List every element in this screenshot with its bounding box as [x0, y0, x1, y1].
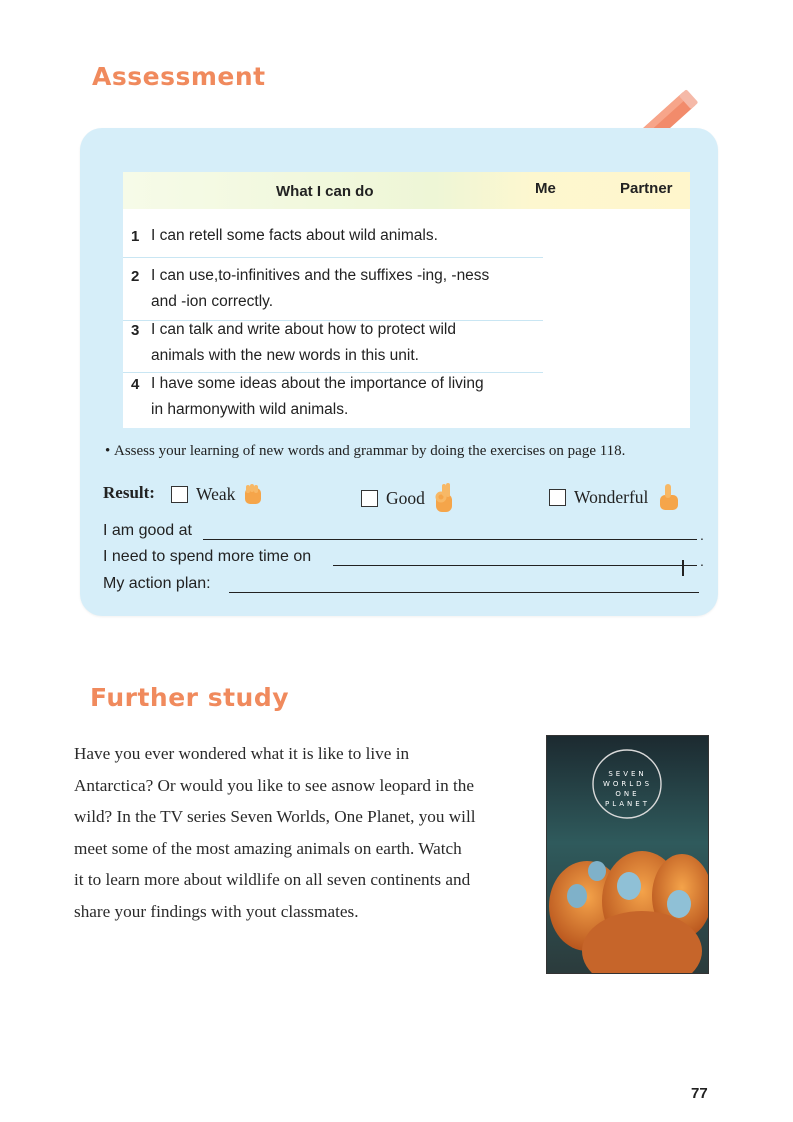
column-partner: Partner: [620, 180, 673, 197]
poster-title-line: WORLDS: [602, 780, 653, 788]
paragraph-line: Have you ever wondered what it is like to live in: [74, 744, 410, 763]
row-line: I can talk and write about how to protect wild: [151, 321, 456, 338]
more-time-field[interactable]: [333, 565, 697, 566]
poster-title-line: PLANET: [604, 800, 650, 808]
row-line: I can use,to-infinitives and the suffixes -ing, -ness: [151, 267, 490, 284]
self-assessment-table: [123, 172, 690, 428]
paragraph-line: meet some of the most amazing animals on earth. Watch: [74, 838, 462, 858]
assessment-note: [105, 443, 625, 460]
more-time-label: I need to spend more time on: [103, 548, 312, 565]
paragraph-line: it to learn more about wildlife on all seven continents and: [74, 870, 471, 889]
poster-title: [547, 769, 708, 809]
result-label: Result:: [103, 483, 155, 502]
further-study-paragraph: [74, 738, 544, 927]
row-line: I have some ideas about the importance of living: [151, 375, 484, 392]
good-at-field[interactable]: [203, 539, 697, 540]
paragraph-line: Antarctica? Or would you like to see asnow leopard in the: [74, 775, 474, 795]
period-mark: .: [700, 553, 704, 569]
row-line: I can retell some facts about wild animals.: [151, 227, 438, 244]
page-number: 77: [691, 1085, 708, 1102]
poster-title-line: ONE: [615, 790, 640, 798]
column-me: Me: [535, 180, 556, 197]
period-mark: .: [700, 527, 704, 543]
paragraph-line: wild? In the TV series Seven Worlds, One Planet, you will: [74, 807, 476, 826]
option-label: Wonderful: [574, 486, 649, 507]
row-line: and -ion correctly.: [151, 293, 274, 310]
row-text: [151, 371, 531, 423]
row-line: animals with the new words in this unit.: [151, 347, 419, 364]
option-label: Good: [386, 487, 425, 508]
assessment-title: Assessment: [92, 62, 266, 91]
further-study-title: Further study: [90, 683, 290, 712]
result-option-wonderful[interactable]: [549, 482, 682, 512]
thumbs-up-icon: [656, 482, 682, 512]
result-option-good[interactable]: [361, 482, 455, 514]
result-option-weak[interactable]: [171, 482, 263, 506]
text-cursor-icon: [682, 560, 684, 576]
action-plan-field[interactable]: [229, 592, 699, 593]
note-text: Assess your learning of new words and grammar by doing the exercises on page 118.: [114, 443, 626, 459]
ok-hand-icon: [433, 482, 455, 514]
fist-icon: [243, 482, 263, 506]
row-line: in harmonywith wild animals.: [151, 401, 349, 418]
checkbox[interactable]: [549, 489, 566, 506]
row-number: 2: [131, 268, 140, 285]
row-text: [151, 317, 531, 369]
row-divider: [123, 257, 543, 258]
row-number: 1: [131, 228, 140, 245]
action-plan-label: My action plan:: [103, 575, 211, 592]
poster-title-line: SEVEN: [608, 770, 647, 778]
row-text: [151, 263, 531, 315]
checkbox[interactable]: [361, 490, 378, 507]
checkbox[interactable]: [171, 486, 188, 503]
good-at-label: I am good at: [103, 522, 192, 539]
option-label: Weak: [196, 483, 236, 504]
row-text: [151, 223, 531, 249]
table-header: [123, 172, 690, 209]
row-number: 4: [131, 376, 140, 393]
row-number: 3: [131, 322, 140, 339]
documentary-poster: [546, 735, 709, 974]
paragraph-line: share your findings with yout classmates.: [74, 901, 359, 921]
bullet-icon: •: [105, 443, 115, 459]
column-what-i-can-do: What I can do: [276, 183, 374, 200]
